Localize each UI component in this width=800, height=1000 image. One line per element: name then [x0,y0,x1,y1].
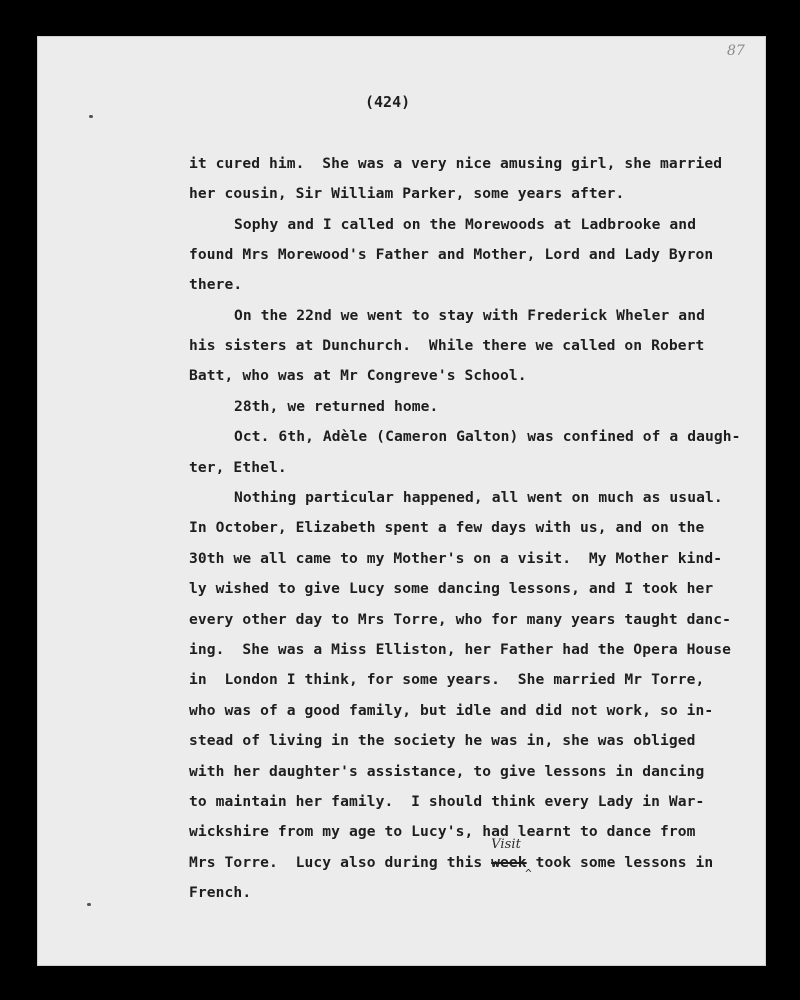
text-line: On the 22nd we went to stay with Frederick Wheler and [234,307,705,324]
document-page [37,36,766,966]
text-line: French. [189,884,252,901]
handwritten-insertion: Visit [491,837,522,852]
text-line: 28th, we returned home. [234,398,439,415]
margin-dot [87,903,91,906]
text-line: who was of a good family, but idle and did not work, so in- [189,702,714,719]
text-line: ly wished to give Lucy some dancing lessons, and I took her [189,580,714,597]
text-line: with her daughter's assistance, to give lessons in dancing [189,763,705,780]
text-line: Sophy and I called on the Morewoods at Ladbrooke and [234,216,697,233]
text-line: her cousin, Sir William Parker, some years after. [189,185,625,202]
text-line: ing. She was a Miss Elliston, her Father had the Opera House [189,641,732,658]
text-line-with-correction [189,837,714,880]
text-line: found Mrs Morewood's Father and Mother, Lord and Lady Byron [189,246,714,263]
text-line: Nothing particular happened, all went on much as usual. [234,489,723,506]
text-line: Batt, who was at Mr Congreve's School. [189,367,527,384]
text-line: every other day to Mrs Torre, who for many years taught danc- [189,611,732,628]
text-line: it cured him. She was a very nice amusing girl, she married [189,155,723,172]
insertion-caret-mark: ^ [525,867,532,880]
text-line: stead of living in the society he was in, she was obliged [189,732,696,749]
text-line: Oct. 6th, Adèle (Cameron Galton) was confined of a daugh- [234,428,741,445]
text-line: his sisters at Dunchurch. While there we called on Robert [189,337,705,354]
text-line: 30th we all came to my Mother's on a visit. My Mother kind- [189,550,723,567]
text-line: In October, Elizabeth spent a few days with us, and on the [189,519,705,536]
text-line: ter, Ethel. [189,459,287,476]
corner-folio-mark: 87 [727,43,745,59]
handwritten-correction [491,837,532,880]
text-line: there. [189,276,243,293]
text-line: in London I think, for some years. She married Mr Torre, [189,671,705,688]
struck-word: week [491,854,527,871]
text-line: wickshire from my age to Lucy's, had learnt to dance from [189,823,696,840]
text-fragment: took some lessons in [526,854,714,871]
page-number: (424) [365,93,411,111]
text-line: to maintain her family. I should think every Lady in War- [189,793,705,810]
text-fragment: Mrs Torre. Lucy also during this [189,854,492,871]
margin-dot [89,115,93,118]
